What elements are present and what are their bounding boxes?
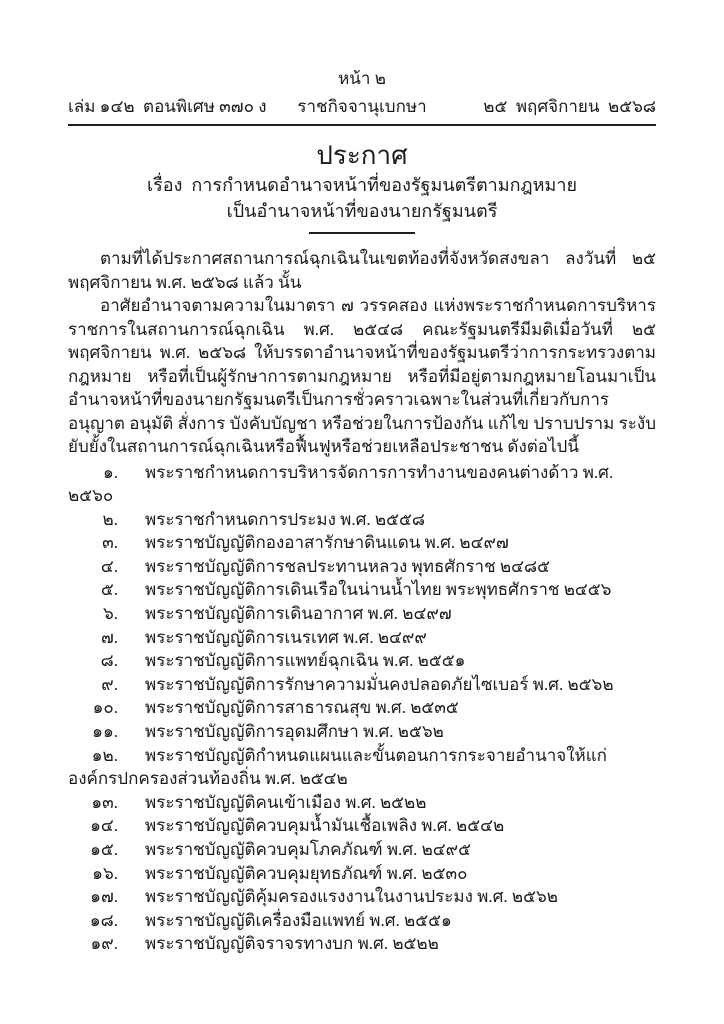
act-title: พระราชบัญญัติการเดินอากาศ พ.ศ. ๒๔๙๗ [145,604,452,624]
act-number: ๑๔. [90,816,118,836]
act-item [68,696,656,720]
document-body [68,247,656,956]
act-number: ๑๑. [92,722,118,742]
act-title: พระราชบัญญัติการอุดมศึกษา พ.ศ. ๒๕๖๒ [145,722,444,742]
act-number: ๔. [100,556,118,576]
publication-date: ๒๕ พฤศจิกายน ๒๕๖๘ [483,97,656,116]
preamble-paragraph: ตามที่ได้ประกาศสถานการณ์ฉุกเฉินในเขตท้องที่จังหวัดสงขลา ลงวันที่ ๒๕ พฤศจิกายน พ.ศ. ๒๕๖๘ แล้ว นั้น [68,249,656,292]
volume-issue-label: เล่ม ๑๔๒ ตอนพิเศษ ๓๗๐ ง [68,97,267,116]
act-title: พระราชบัญญัติกองอาสารักษาดินแดน พ.ศ. ๒๔๙๗ [145,533,509,553]
gazette-header [68,96,656,117]
act-title: พระราชบัญญัติควบคุมโภคภัณฑ์ พ.ศ. ๒๔๙๕ [145,840,471,859]
act-number: ๑๗. [90,887,118,907]
act-number: ๑๙. [90,934,118,954]
act-number: ๕. [100,580,118,600]
act-number: ๒. [102,509,118,529]
act-number: ๑๐. [92,698,118,718]
act-item [68,649,656,673]
act-title: พระราชบัญญัติควบคุมยุทธภัณฑ์ พ.ศ. ๒๕๓๐ [145,863,468,883]
act-title: พระราชกำหนดการบริหารจัดการการทำงานของคนต่างด้าว พ.ศ. ๒๕๖๐ [68,462,614,506]
act-item [68,862,656,886]
act-number: ๓. [102,533,118,553]
gazette-name: ราชกิจจานุเบกษา [297,97,427,116]
act-item [68,814,656,838]
page-number-label: หน้า ๒ [338,69,386,88]
authority-paragraph: อาศัยอำนาจตามความในมาตรา ๗ วรรคสอง แห่งพระราชกำหนดการบริหารราชการในสถานการณ์ฉุกเฉิน พ.ศ. ๒๕๔๘ คณะรัฐมนตรีมีมติเมื่อวันที่ ๒๕ พฤศจิกายน พ.ศ. ๒๕๖๘ ให้บรรดาอำนาจหน้าที่ของรัฐมนตรีว่าการกระทรวงตามกฎหมาย หรือที่เป็นผู้รักษาการตามกฎหมาย หรือที่มีอยู่ตามกฎหมายโอนมาเป็นอำนาจหน้าที่ของนายกรัฐมนตรีเป็นการชั่วคราวเฉพาะในส่วนที่เกี่ยวกับการอนุญาต อนุมัติ สั่งการ บังคับบัญชา หรือช่วยในการป้องกัน แก้ไข ปราบปราม ระงับยับยั้งในสถานการณ์ฉุกเฉินหรือฟื้นฟูหรือช่วยเหลือประชาชน ดังต่อไปนี้ [68,296,656,456]
act-title: พระราชบัญญัติควบคุมน้ำมันเชื้อเพลิง พ.ศ. ๒๕๔๒ [145,816,505,836]
act-item [68,744,656,791]
act-title: พระราชบัญญัติการชลประทานหลวง พุทธศักราช ๒๔๘๕ [145,556,550,576]
act-item [68,673,656,697]
act-title: พระราชบัญญัติเครื่องมือแพทย์ พ.ศ. ๒๕๕๑ [145,910,452,930]
act-item [68,555,656,579]
act-title: พระราชบัญญัติกำหนดแผนและขั้นตอนการกระจายอำนาจให้แก่องค์กรปกครองส่วนท้องถิ่น พ.ศ. ๒๕๔๒ [68,745,607,789]
act-number: ๑๒. [91,745,118,765]
act-title: พระราชบัญญัติคนเข้าเมือง พ.ศ. ๒๕๒๒ [145,792,427,812]
act-item [68,720,656,744]
act-title: พระราชบัญญัติจราจรทางบก พ.ศ. ๒๕๒๒ [145,934,439,954]
act-title: พระราชบัญญัติการแพทย์ฉุกเฉิน พ.ศ. ๒๕๕๑ [145,651,466,671]
act-item [68,885,656,909]
act-title: พระราชกำหนดการประมง พ.ศ. ๒๕๕๘ [145,509,425,529]
act-item [68,932,656,956]
act-item [68,791,656,815]
act-title: พระราชบัญญัติการสาธารณสุข พ.ศ. ๒๕๓๕ [145,698,459,718]
act-number: ๖. [102,604,118,624]
act-number: ๙. [101,674,118,694]
act-item [68,508,656,532]
act-item [68,461,656,508]
act-number: ๑๓. [91,792,118,812]
act-item [68,531,656,555]
act-item [68,838,656,862]
proclamation-subject-line1: เรื่อง การกำหนดอำนาจหน้าที่ของรัฐมนตรีตามกฎหมาย [146,175,578,195]
act-title: พระราชบัญญัติการเนรเทศ พ.ศ. ๒๔๙๙ [145,627,427,647]
act-item [68,909,656,933]
act-number: ๗. [100,627,118,647]
proclamation-subject-line2: เป็นอำนาจหน้าที่ของนายกรัฐมนตรี [226,201,498,221]
title-divider-rule [309,232,415,234]
act-item [68,578,656,602]
act-number: ๑๖. [92,863,118,883]
act-title: พระราชบัญญัติการเดินเรือในน่านน้ำไทย พระพุทธศักราช ๒๔๕๖ [145,580,612,600]
act-item [68,626,656,650]
act-number: ๑๕. [90,840,118,859]
act-list [68,461,656,956]
act-title: พระราชบัญญัติการรักษาความมั่นคงปลอดภัยไซเบอร์ พ.ศ. ๒๕๖๒ [145,674,614,694]
act-item [68,602,656,626]
act-title: พระราชบัญญัติคุ้มครองแรงงานในงานประมง พ.ศ. ๒๕๖๒ [145,887,558,907]
act-number: ๑๘. [89,910,118,930]
act-number: ๘. [100,651,118,671]
header-rule [68,124,656,126]
act-number: ๑. [102,462,118,482]
proclamation-title: ประกาศ [316,141,408,170]
